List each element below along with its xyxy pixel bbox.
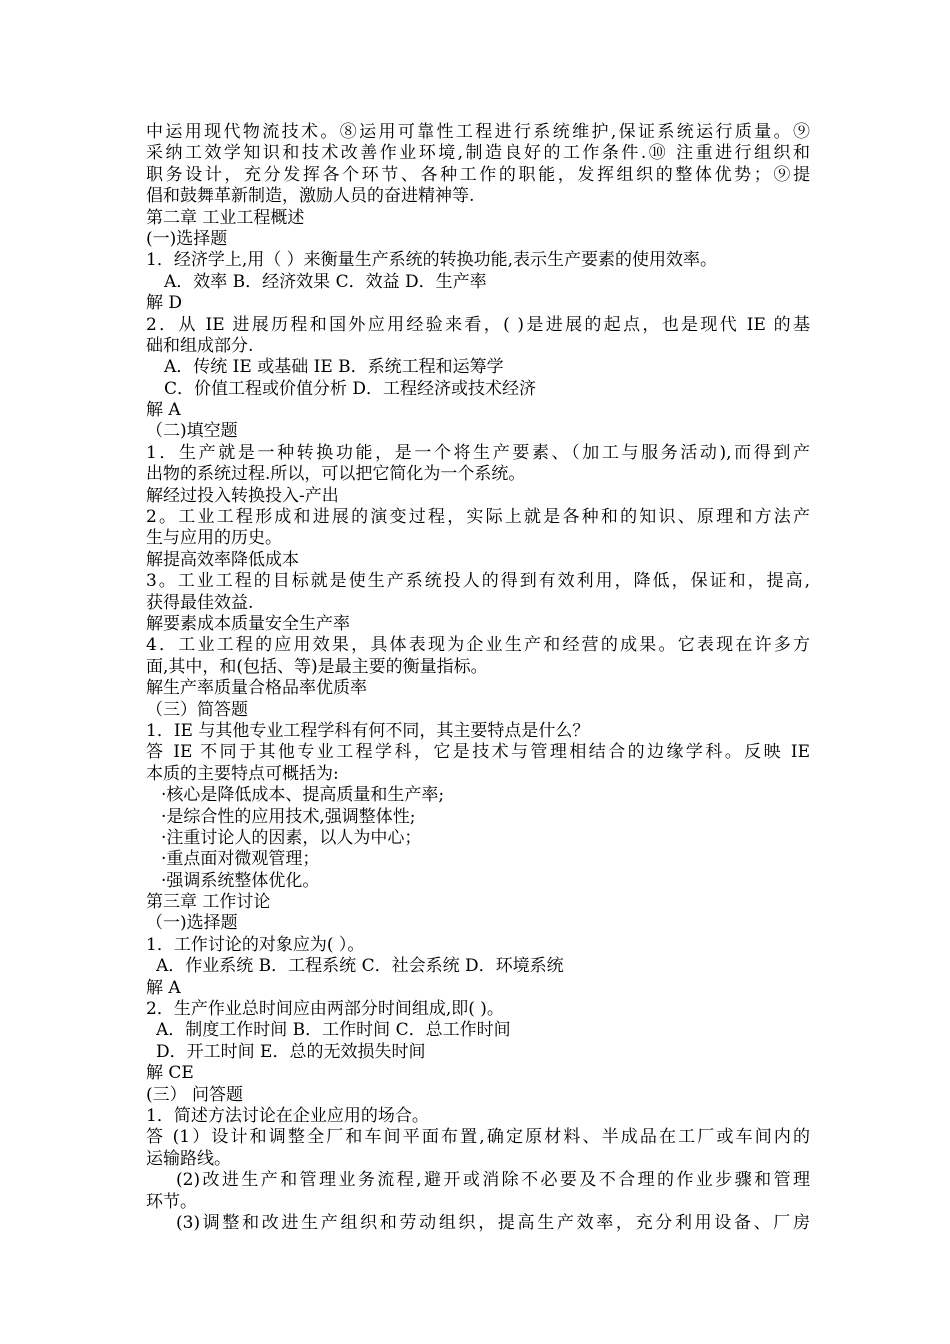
paragraph-line: 中运用现代物流技术。⑧运用可靠性工程进行系统维护,保证系统运行质量。⑨ <box>146 122 810 142</box>
answer-line: 环节。 <box>146 1191 197 1212</box>
question-text: 获得最佳效益. <box>146 592 254 613</box>
question-text: 1．简述方法讨论在企业应用的场合。 <box>146 1105 429 1126</box>
paragraph-line: 采纳工效学知识和技术改善作业环境,制造良好的工作条件.⑩ 注重进行组织和 <box>146 143 810 164</box>
question-text: 1．经济学上,用（ ）来衡量生产系统的转换功能,表示生产要素的使用效率。 <box>146 250 718 271</box>
answer-line: 解经过投入转换投入-产出 <box>146 485 339 506</box>
answer-line: 解生产率质量合格品率优质率 <box>146 678 367 699</box>
question-text: 1．IE 与其他专业工程学科有何不同，其主要特点是什么？ <box>146 720 590 741</box>
document-page <box>146 122 810 1234</box>
bullet-item: ·注重讨论人的因素，以人为中心； <box>161 827 422 848</box>
answer-options: A．效率 B．经济效果 C．效益 D．生产率 <box>164 271 487 292</box>
answer-options: A．作业系统 B．工程系统 C．社会系统 D．环境系统 <box>156 956 564 977</box>
question-text: 1．生产就是一种转换功能，是一个将生产要素、（加工与服务活动),而得到产 <box>146 442 810 463</box>
answer-options: A．传统 IE 或基础 IE B．系统工程和运筹学 <box>164 357 504 378</box>
question-text: 出物的系统过程.所以，可以把它简化为一个系统。 <box>146 464 526 485</box>
chapter-heading: 第三章 工作讨论 <box>146 892 271 913</box>
question-text: 4．工业工程的应用效果，具体表现为企业生产和经营的成果。它表现在许多方 <box>146 635 810 656</box>
answer-line: (3)调整和改进生产组织和劳动组织，提高生产效率，充分利用设备、厂房 <box>176 1212 810 1233</box>
section-heading: (三） 问答题 <box>146 1084 244 1105</box>
answer-line: 解 CE <box>146 1063 194 1084</box>
answer-line: 解提高效率降低成本 <box>146 549 299 570</box>
section-heading: （一)选择题 <box>146 913 238 934</box>
answer-line: 解要素成本质量安全生产率 <box>146 613 350 634</box>
answer-line: (2)改进生产和管理业务流程,避开或消除不必要及不合理的作业步骤和管理 <box>176 1170 810 1191</box>
paragraph-line: 倡和鼓舞革新制造，激励人员的奋进精神等. <box>146 186 475 207</box>
bullet-item: ·重点面对微观管理； <box>161 849 320 870</box>
section-heading: （二)填空题 <box>146 421 238 442</box>
answer-line: 答 IE 不同于其他专业工程学科，它是技术与管理相结合的边缘学科。反映 IE <box>146 742 810 763</box>
bullet-item: ·是综合性的应用技术,强调整体性; <box>161 806 416 827</box>
question-text: 础和组成部分. <box>146 335 254 356</box>
question-text: 2．生产作业总时间应由两部分时间组成,即( )。 <box>146 999 504 1020</box>
answer-line: 解 A <box>146 977 181 998</box>
answer-line: 解 A <box>146 400 181 421</box>
answer-options: A．制度工作时间 B．工作时间 C．总工作时间 <box>156 1020 511 1041</box>
answer-line: 解 D <box>146 293 183 314</box>
section-heading: （三）简答题 <box>146 699 248 720</box>
chapter-heading: 第二章 工业工程概述 <box>146 207 305 228</box>
question-text: 面,其中，和(包括、等)是最主要的衡量指标。 <box>146 656 488 677</box>
section-heading: (一)选择题 <box>146 228 228 249</box>
question-text: 2．从 IE 进展历程和国外应用经验来看，( )是进展的起点，也是现代 IE 的基 <box>146 314 810 335</box>
question-text: 1．工作讨论的对象应为( ）。 <box>146 934 365 955</box>
question-text: 生与应用的历史。 <box>146 528 282 549</box>
answer-options: C．价值工程或价值分析 D．工程经济或技术经济 <box>164 378 537 399</box>
answer-options: D．开工时间 E．总的无效损失时间 <box>156 1041 426 1062</box>
paragraph-line: 职务设计，充分发挥各个环节、各种工作的职能，发挥组织的整体优势；⑨提 <box>146 164 810 185</box>
question-text: 2。工业工程形成和进展的演变过程，实际上就是各种和的知识、原理和方法产 <box>146 507 810 528</box>
answer-line: 运输路线。 <box>146 1148 231 1169</box>
answer-line: 答 (1）设计和调整全厂和车间平面布置,确定原材料、半成品在工厂或车间内的 <box>146 1127 810 1148</box>
question-text: 3。工业工程的目标就是使生产系统投人的得到有效利用，降低，保证和，提高, <box>146 571 810 592</box>
bullet-item: ·核心是降低成本、提高质量和生产率; <box>161 785 445 806</box>
answer-line: 本质的主要特点可概括为: <box>146 763 339 784</box>
bullet-item: ·强调系统整体优化。 <box>161 870 320 891</box>
